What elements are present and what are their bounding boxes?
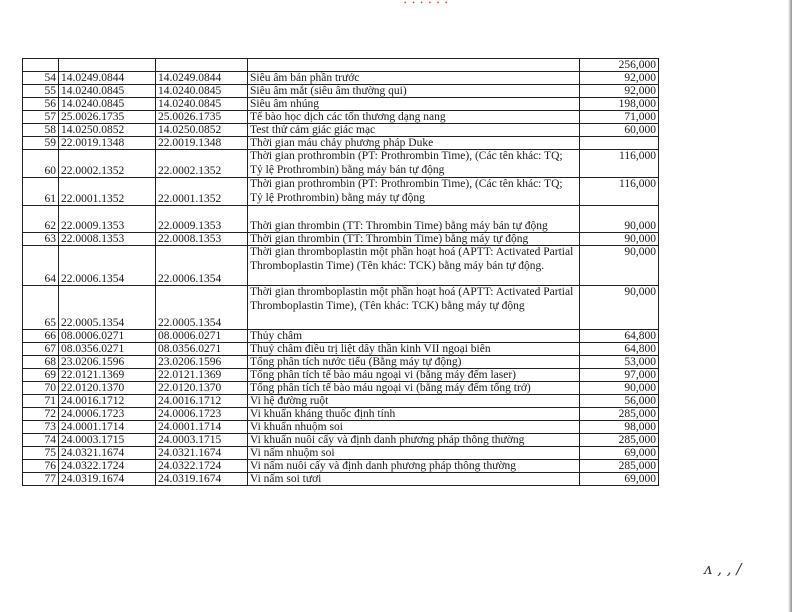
row-price: 64,800	[580, 330, 659, 343]
row-service-name: Tổng phân tích nước tiểu (Bằng máy tự động)	[248, 356, 580, 369]
header-cell	[248, 59, 580, 72]
row-number: 70	[23, 382, 59, 395]
row-code-1: 24.0321.1674	[59, 447, 156, 460]
table-row	[23, 473, 659, 486]
row-code-2: 24.0322.1724	[156, 460, 248, 473]
table-row	[23, 98, 659, 111]
row-number: 71	[23, 395, 59, 408]
row-code-1: 24.0322.1724	[59, 460, 156, 473]
row-service-name: Tổng phân tích tế bào máu ngoại vi (bằng máy đếm laser)	[248, 369, 580, 382]
table-header-row	[23, 59, 659, 72]
row-price: 198,000	[580, 98, 659, 111]
row-service-name: Vi khuẩn nhuộm soi	[248, 421, 580, 434]
row-price: 92,000	[580, 85, 659, 98]
row-code-1: 08.0006.0271	[59, 330, 156, 343]
table-row	[23, 421, 659, 434]
row-code-2: 14.0249.0844	[156, 72, 248, 85]
row-price	[580, 137, 659, 150]
row-price: 285,000	[580, 460, 659, 473]
row-service-name: Test thử cảm giác giác mạc	[248, 124, 580, 137]
row-code-2: 24.0001.1714	[156, 421, 248, 434]
table-row	[23, 72, 659, 85]
row-number: 56	[23, 98, 59, 111]
row-number: 65	[23, 286, 59, 330]
row-price: 69,000	[580, 473, 659, 486]
table-row	[23, 206, 659, 233]
row-code-1: 22.0001.1352	[59, 178, 156, 206]
row-number: 61	[23, 178, 59, 206]
fee-table	[22, 58, 659, 486]
row-number: 55	[23, 85, 59, 98]
row-service-name: Vi nấm nhuộm soi	[248, 447, 580, 460]
row-price: 285,000	[580, 434, 659, 447]
row-code-2: 14.0250.0852	[156, 124, 248, 137]
row-code-2: 08.0006.0271	[156, 330, 248, 343]
row-code-1: 22.0008.1353	[59, 233, 156, 246]
row-number: 60	[23, 150, 59, 178]
table-row	[23, 124, 659, 137]
row-number: 64	[23, 246, 59, 286]
row-code-2: 25.0026.1735	[156, 111, 248, 124]
row-code-2: 14.0240.0845	[156, 98, 248, 111]
row-code-1: 14.0240.0845	[59, 98, 156, 111]
table-row	[23, 330, 659, 343]
row-code-1: 22.0121.1369	[59, 369, 156, 382]
row-code-2: 14.0240.0845	[156, 85, 248, 98]
row-price: 98,000	[580, 421, 659, 434]
row-code-2: 24.0003.1715	[156, 434, 248, 447]
row-number: 57	[23, 111, 59, 124]
row-number: 74	[23, 434, 59, 447]
row-number: 72	[23, 408, 59, 421]
row-service-name: Tế bào học dịch các tổn thương dạng nang	[248, 111, 580, 124]
row-price: 53,000	[580, 356, 659, 369]
row-price: 90,000	[580, 286, 659, 330]
row-service-name: Vi nấm nuôi cấy và định danh phương pháp thông thường	[248, 460, 580, 473]
row-number: 67	[23, 343, 59, 356]
table-row	[23, 85, 659, 98]
row-price: 116,000	[580, 150, 659, 178]
header-price: 256,000	[580, 59, 659, 72]
row-service-name: Vi khuẩn nuôi cấy và định danh phương pháp thông thường	[248, 434, 580, 447]
row-price: 90,000	[580, 382, 659, 395]
row-service-name: Thủy châm	[248, 330, 580, 343]
row-number: 58	[23, 124, 59, 137]
row-code-2: 22.0001.1352	[156, 178, 248, 206]
row-service-name: Thời gian thrombin (TT: Thrombin Time) bằng máy bán tự động	[248, 206, 580, 233]
row-price: 97,000	[580, 369, 659, 382]
row-code-1: 14.0240.0845	[59, 85, 156, 98]
stamp-mark: • • • • • •	[404, 0, 450, 6]
row-price: 60,000	[580, 124, 659, 137]
table-row	[23, 286, 659, 330]
row-code-1: 14.0249.0844	[59, 72, 156, 85]
row-service-name: Thời gian thrombin (TT: Thrombin Time) bằng máy tự động	[248, 233, 580, 246]
table-row	[23, 447, 659, 460]
table-row	[23, 343, 659, 356]
row-code-1: 08.0356.0271	[59, 343, 156, 356]
table-row	[23, 246, 659, 286]
row-service-name: Siêu âm mắt (siêu âm thường qui)	[248, 85, 580, 98]
row-service-name: Siêu âm bán phần trước	[248, 72, 580, 85]
row-price: 90,000	[580, 233, 659, 246]
row-price: 285,000	[580, 408, 659, 421]
signature-mark: ᴧ , , /	[704, 560, 742, 578]
row-code-2: 22.0009.1353	[156, 206, 248, 233]
row-number: 69	[23, 369, 59, 382]
table-row	[23, 178, 659, 206]
row-service-name: Thời gian prothrombin (PT: Prothrombin Time), (Các tên khác: TQ; Tỷ lệ Prothrombin) bằng máy tự động	[248, 178, 580, 206]
table-row	[23, 460, 659, 473]
row-code-2: 24.0016.1712	[156, 395, 248, 408]
table-row	[23, 111, 659, 124]
row-service-name: Thời gian thromboplastin một phần hoạt hoá (APTT: Activated Partial Thromboplastin Time) (Tên khác: TCK) bằng máy bán tự động.	[248, 246, 580, 286]
row-service-name: Siêu âm nhúng	[248, 98, 580, 111]
row-number: 73	[23, 421, 59, 434]
table-row	[23, 395, 659, 408]
row-code-1: 22.0009.1353	[59, 206, 156, 233]
row-price: 92,000	[580, 72, 659, 85]
row-number: 66	[23, 330, 59, 343]
row-code-2: 08.0356.0271	[156, 343, 248, 356]
row-price: 116,000	[580, 178, 659, 206]
row-code-2: 22.0005.1354	[156, 286, 248, 330]
table-row	[23, 233, 659, 246]
row-number: 75	[23, 447, 59, 460]
table-row	[23, 356, 659, 369]
row-code-1: 22.0005.1354	[59, 286, 156, 330]
row-code-1: 24.0001.1714	[59, 421, 156, 434]
row-number: 54	[23, 72, 59, 85]
row-price: 56,000	[580, 395, 659, 408]
row-price: 90,000	[580, 246, 659, 286]
row-price: 71,000	[580, 111, 659, 124]
table-row	[23, 408, 659, 421]
row-number: 76	[23, 460, 59, 473]
row-code-2: 22.0006.1354	[156, 246, 248, 286]
row-code-2: 22.0002.1352	[156, 150, 248, 178]
row-code-2: 22.0019.1348	[156, 137, 248, 150]
table-row	[23, 434, 659, 447]
row-service-name: Thời gian máu chảy phương pháp Duke	[248, 137, 580, 150]
row-code-2: 24.0006.1723	[156, 408, 248, 421]
row-code-2: 24.0321.1674	[156, 447, 248, 460]
page-edge-shadow	[788, 0, 792, 612]
row-number: 77	[23, 473, 59, 486]
row-number: 62	[23, 206, 59, 233]
row-service-name: Vi hệ đường ruột	[248, 395, 580, 408]
row-number: 63	[23, 233, 59, 246]
row-number: 68	[23, 356, 59, 369]
row-code-2: 22.0121.1369	[156, 369, 248, 382]
row-code-1: 25.0026.1735	[59, 111, 156, 124]
row-code-1: 24.0003.1715	[59, 434, 156, 447]
row-price: 64,800	[580, 343, 659, 356]
row-code-2: 22.0120.1370	[156, 382, 248, 395]
row-service-name: Thời gian prothrombin (PT: Prothrombin Time), (Các tên khác: TQ; Tỷ lệ Prothrombin) bằng máy bán tự động	[248, 150, 580, 178]
row-code-1: 22.0002.1352	[59, 150, 156, 178]
row-service-name: Vi nấm soi tươi	[248, 473, 580, 486]
row-number: 59	[23, 137, 59, 150]
row-service-name: Thời gian thromboplastin một phần hoạt hoá (APTT: Activated Partial Thromboplastin Time), (Tên khác: TCK) bằng máy tự động	[248, 286, 580, 330]
row-code-1: 22.0006.1354	[59, 246, 156, 286]
table-row	[23, 382, 659, 395]
row-code-1: 24.0006.1723	[59, 408, 156, 421]
row-code-2: 22.0008.1353	[156, 233, 248, 246]
row-service-name: Thuỷ châm điều trị liệt dây thần kinh VII ngoại biên	[248, 343, 580, 356]
header-cell	[156, 59, 248, 72]
row-code-1: 24.0319.1674	[59, 473, 156, 486]
row-code-1: 24.0016.1712	[59, 395, 156, 408]
row-service-name: Vi khuẩn kháng thuốc định tính	[248, 408, 580, 421]
table-row	[23, 137, 659, 150]
table-row	[23, 150, 659, 178]
row-code-1: 22.0019.1348	[59, 137, 156, 150]
row-code-1: 14.0250.0852	[59, 124, 156, 137]
table-row	[23, 369, 659, 382]
row-code-2: 23.0206.1596	[156, 356, 248, 369]
row-code-2: 24.0319.1674	[156, 473, 248, 486]
header-cell	[23, 59, 59, 72]
row-service-name: Tổng phân tích tế bào máu ngoại vi (bằng máy đếm tổng trở)	[248, 382, 580, 395]
fee-table-body	[23, 59, 659, 486]
row-price: 69,000	[580, 447, 659, 460]
row-code-1: 23.0206.1596	[59, 356, 156, 369]
row-price: 90,000	[580, 206, 659, 233]
row-code-1: 22.0120.1370	[59, 382, 156, 395]
header-cell	[59, 59, 156, 72]
